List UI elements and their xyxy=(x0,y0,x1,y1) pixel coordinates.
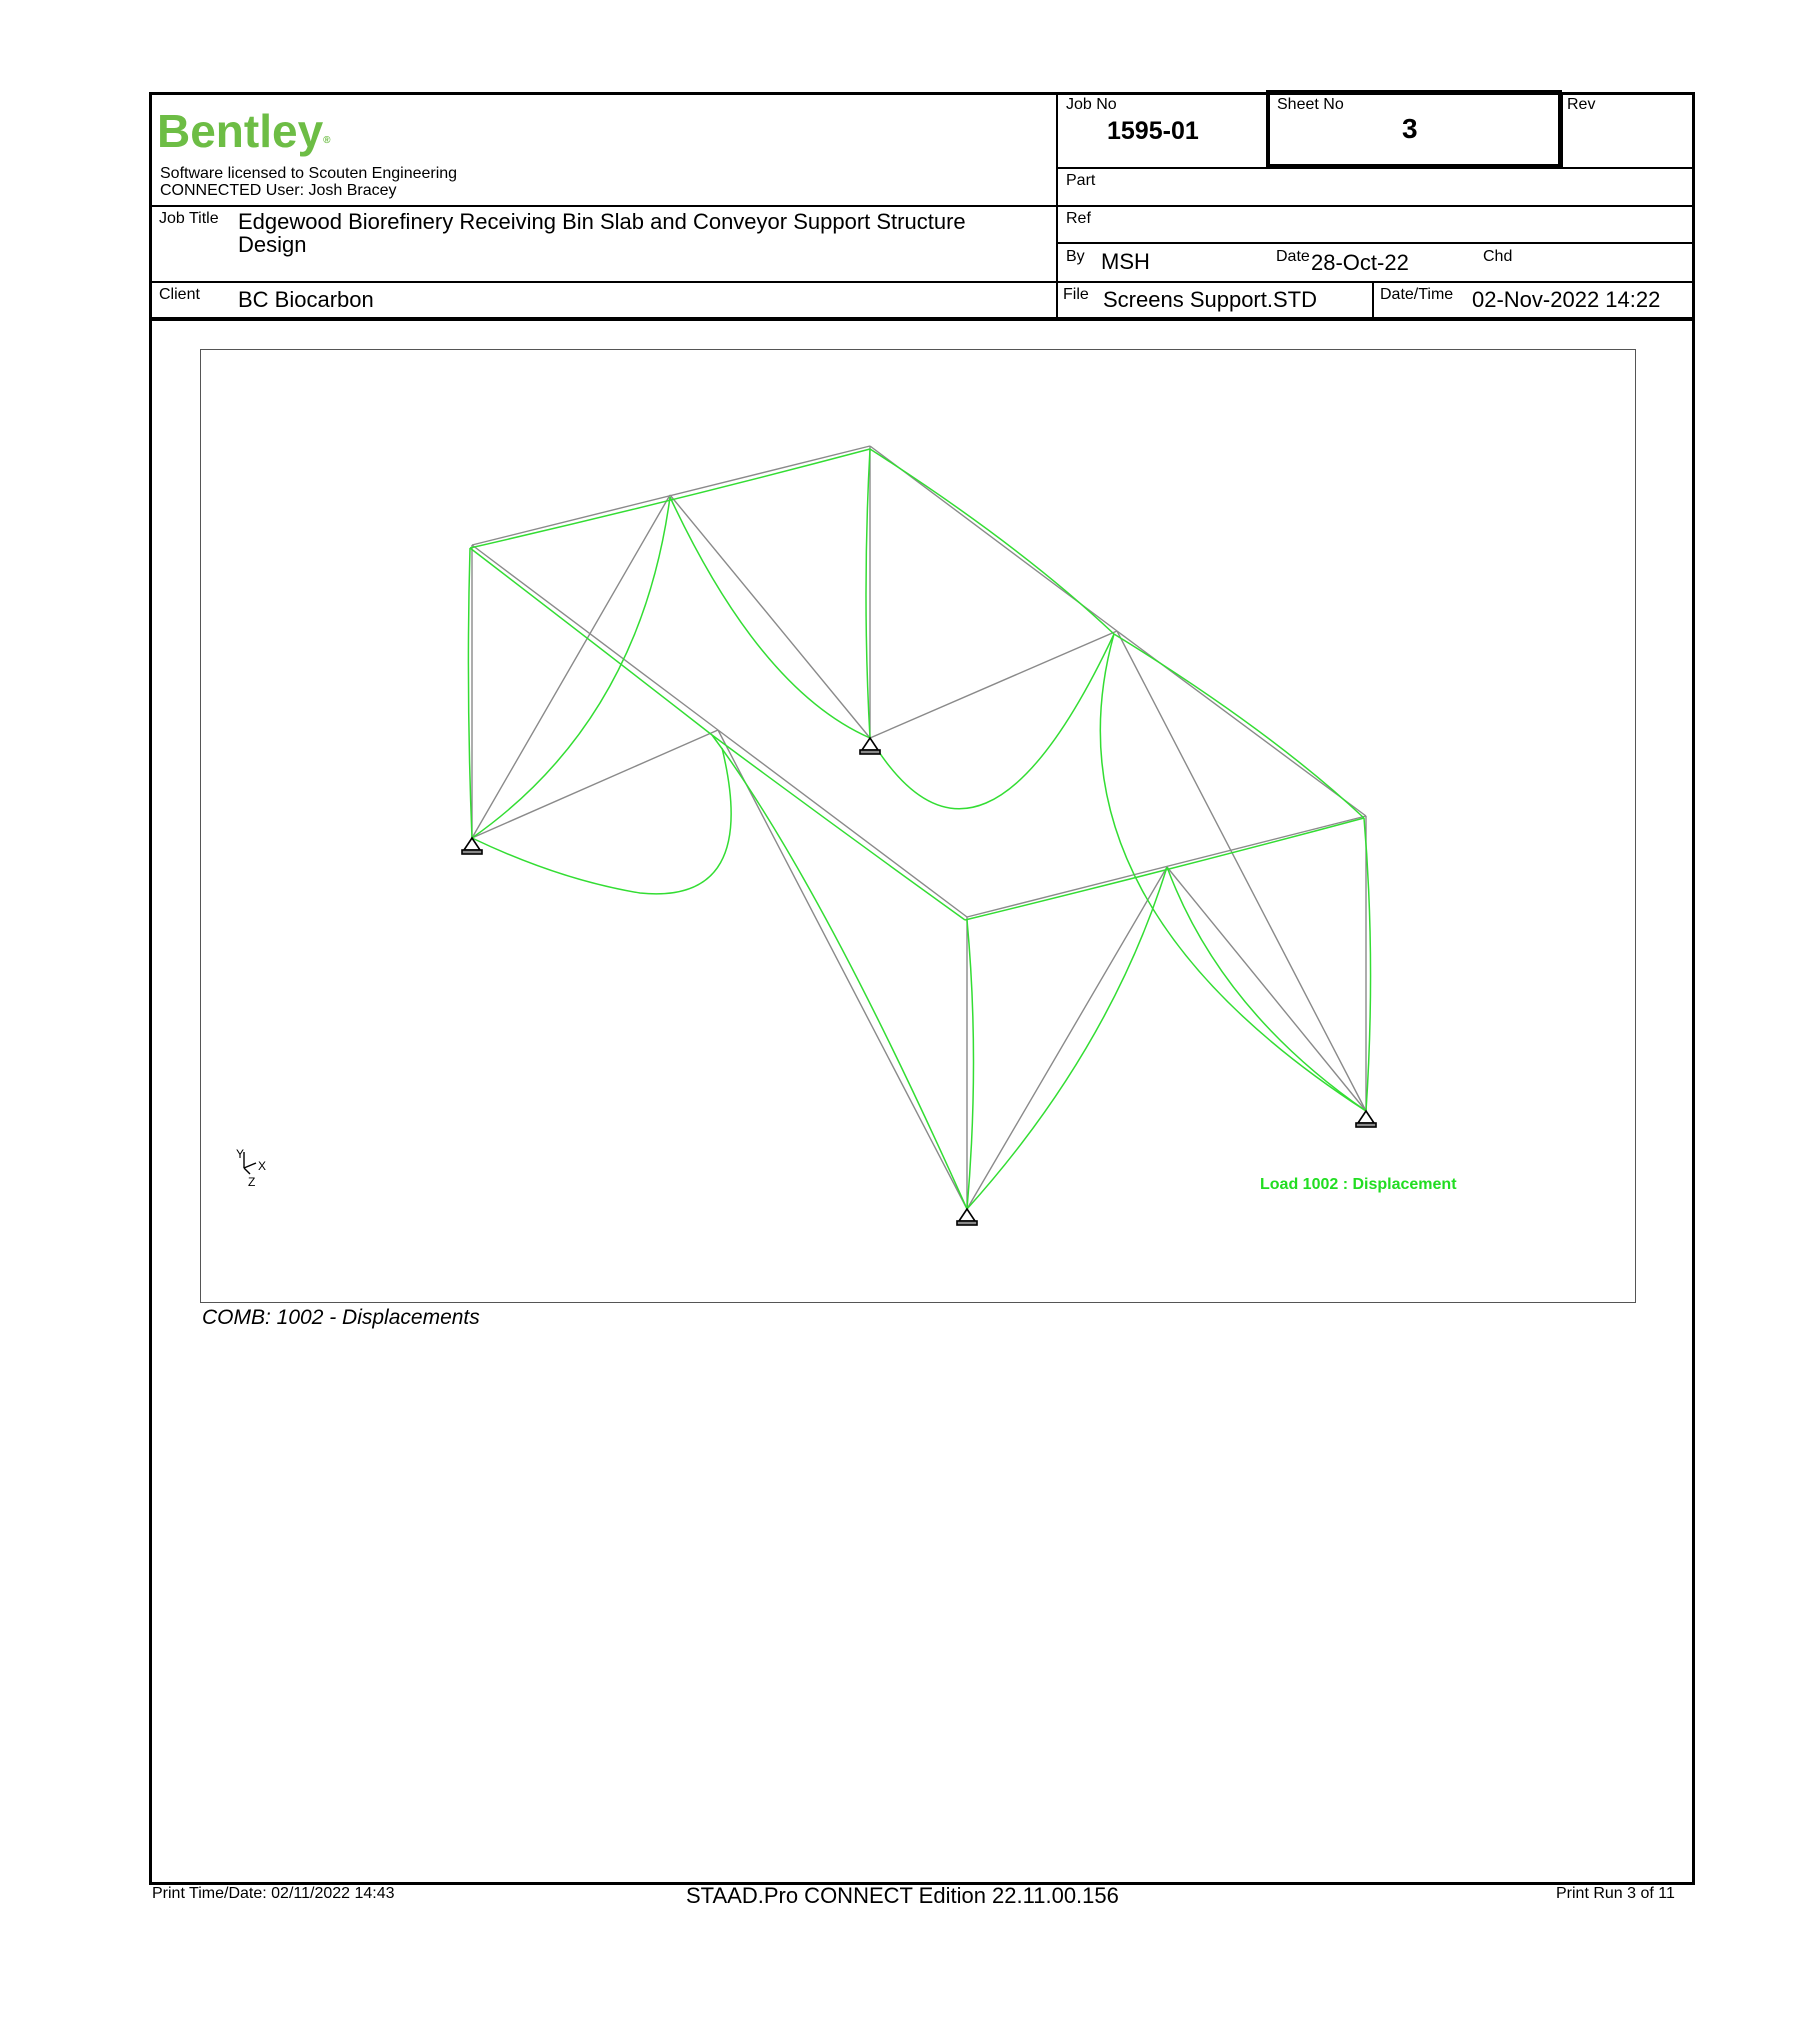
deformed-member xyxy=(1364,818,1371,1111)
sheet-no-label: Sheet No xyxy=(1277,96,1344,113)
ref-label: Ref xyxy=(1066,210,1091,227)
part-label: Part xyxy=(1066,172,1096,189)
axis-y-label: Y xyxy=(236,1147,245,1161)
member xyxy=(1117,631,1366,1111)
axis-x-label: X xyxy=(258,1159,267,1173)
job-title-line-2: Design xyxy=(238,232,307,257)
deformed-member xyxy=(470,548,712,735)
job-title-line-1: Edgewood Biorefinery Receiving Bin Slab and Conveyor Support Structure xyxy=(238,209,966,234)
axis-z-label: Z xyxy=(248,1175,256,1189)
job-no-value: 1595-01 xyxy=(1107,117,1199,145)
file-value: Screens Support.STD xyxy=(1103,287,1317,312)
sheet-no-value: 3 xyxy=(1402,113,1418,144)
rev-label: Rev xyxy=(1567,96,1596,113)
member xyxy=(670,495,870,738)
pinned-support xyxy=(860,738,880,754)
datetime-value: 02-Nov-2022 14:22 xyxy=(1472,287,1661,312)
license-line-2: CONNECTED User: Josh Bracey xyxy=(160,182,397,199)
view-caption: COMB: 1002 - Displacements xyxy=(202,1306,480,1329)
file-label: File xyxy=(1063,286,1089,303)
date-label: Date xyxy=(1276,248,1310,265)
by-label: By xyxy=(1066,248,1085,265)
by-value: MSH xyxy=(1101,249,1150,274)
datetime-label: Date/Time xyxy=(1380,286,1454,303)
deformed-member xyxy=(870,449,1114,634)
member xyxy=(870,631,1117,738)
bentley-logo: Bentley® xyxy=(157,105,331,157)
chd-label: Chd xyxy=(1483,248,1513,265)
date-value: 28-Oct-22 xyxy=(1311,250,1409,275)
client-value: BC Biocarbon xyxy=(238,287,374,312)
axis-triad xyxy=(244,1152,256,1174)
deformed-member xyxy=(712,735,967,1209)
print-run: Print Run 3 of 11 xyxy=(1556,1885,1675,1902)
pinned-support xyxy=(957,1209,977,1225)
client-label: Client xyxy=(159,286,200,303)
member xyxy=(967,816,1366,917)
supports xyxy=(462,738,1376,1225)
deformed-member xyxy=(965,818,1364,920)
member xyxy=(967,867,1167,1209)
member xyxy=(718,730,967,917)
job-no-label: Job No xyxy=(1066,96,1117,113)
license-line-1: Software licensed to Scouten Engineering xyxy=(160,165,458,182)
deformed-shape xyxy=(468,449,1370,1209)
deformed-member xyxy=(967,920,974,1209)
member xyxy=(472,730,718,838)
load-case-label: Load 1002 : Displacement xyxy=(1260,1176,1457,1193)
pinned-support xyxy=(1356,1111,1376,1127)
member xyxy=(1167,867,1366,1111)
undeformed-structure xyxy=(472,446,1366,1209)
job-title-label: Job Title xyxy=(159,210,219,227)
member xyxy=(472,495,670,838)
product-version: STAAD.Pro CONNECT Edition 22.11.00.156 xyxy=(686,1883,1119,1908)
deformed-member xyxy=(1114,634,1364,818)
member xyxy=(472,545,718,730)
pinned-support xyxy=(462,838,482,854)
deformed-member xyxy=(712,735,965,920)
print-time: Print Time/Date: 02/11/2022 14:43 xyxy=(152,1885,395,1902)
